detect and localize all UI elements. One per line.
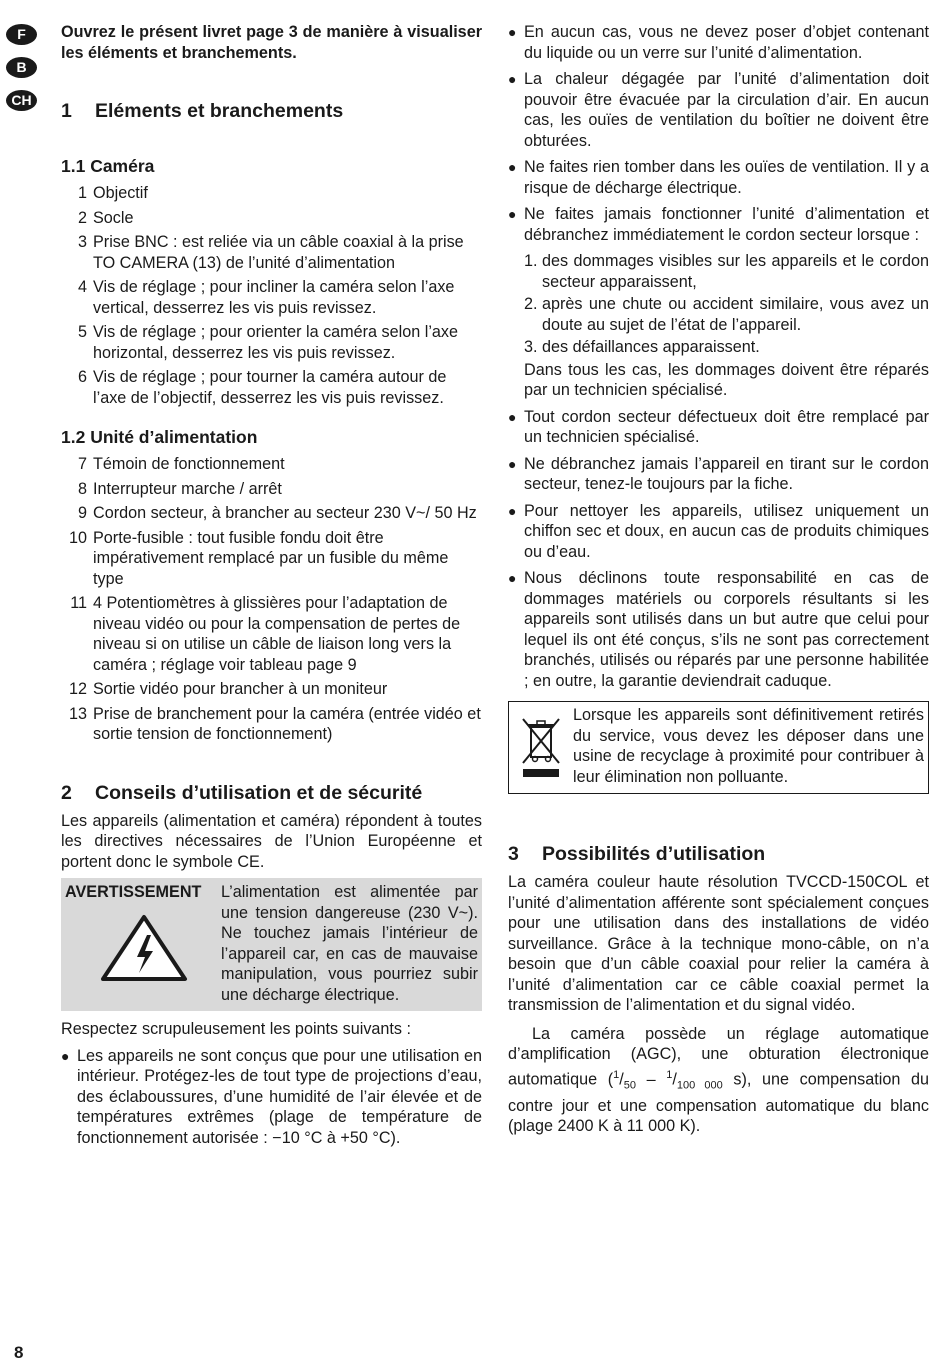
bullet-item [508,407,929,448]
list-item [61,479,482,500]
bullet-icon: ● [508,408,517,425]
fraction-1-denominator: 50 [623,1079,636,1092]
section-1-number: 1 [61,100,72,122]
item-number: 6 [77,368,87,386]
item-number: 8 [77,479,87,498]
section-2-title: Conseils d’utilisation et de sécurité [95,781,423,804]
bullet-icon: ● [508,455,517,472]
sublist-text: après une chute ou accident similaire, vous avez un doute au sujet de l’état de l’appareil. [542,295,929,334]
item-text: Vis de réglage ; pour orienter la caméra selon l’axe horizontal, desserrez les vis puis revissez. [93,323,459,362]
bullet-icon: ● [508,24,517,40]
bullet-item [508,22,929,63]
list-item [61,679,482,700]
section-3-paragraph-1: La caméra couleur haute résolution TVCCD-150COL et l’unité d’alimentation afférente sont spécialement conçues pour une utilisation dans des installations de vidéo surveillance. Grâce à la technique mono-câble, on n’a besoin que d’un câble coaxial pour relier la caméra à l’unité d’alimentation car ce câble coaxial permet la transmission de l’alimentation et du signal vidéo. [508,873,929,1014]
language-badge-ch: CH [6,90,37,111]
list-item [61,232,482,273]
item-text: Sortie vidéo pour brancher à un moniteur [93,680,388,698]
item-number: 9 [77,504,87,522]
item-text: Vis de réglage ; pour tourner la caméra autour de l’axe de l’objectif, desserrez les vis puis revissez. [93,368,447,407]
language-badge-f: F [6,24,37,45]
item-number: 12 [68,680,87,698]
section-1-title: Eléments et branchements [95,100,344,122]
list-item [61,528,482,590]
sublist-number: 2. [524,295,538,313]
bullet-icon: ● [61,1047,70,1064]
right-column [508,22,929,1137]
bullet-text: Ne faites rien tomber dans les ouïes de ventilation. Il y a risque de décharge électrique. [524,158,929,197]
fraction-dash: – [635,1069,667,1088]
item-text: Vis de réglage ; pour incliner la caméra selon l’axe vertical, desserrez les vis puis revissez. [93,278,455,317]
item-text: Prise BNC : est reliée via un câble coaxial à la prise TO CAMERA (13) de l’unité d’alimentation [93,233,464,272]
list-item [61,454,482,475]
sublist-item [524,251,929,292]
bullet-item [508,69,929,151]
recycling-box [508,701,929,794]
fraction-1-numerator: 1 [613,1068,620,1081]
sublist-item [524,294,929,335]
safety-bullets-right [508,22,929,245]
item-text: Porte-fusible : tout fusible fondu doit être impérativement remplacé par un fusible du même type [93,528,449,588]
item-number: 1 [77,184,87,202]
item-number: 10 [68,528,87,547]
list-item [61,183,482,204]
page-number: 8 [14,1343,24,1362]
bullet-item [61,1046,482,1149]
list-item [61,277,482,318]
item-number: 3 [77,233,87,251]
sublist-item [524,337,929,358]
camera-items-list [61,183,482,408]
item-text: Interrupteur marche / arrêt [93,479,282,498]
bullet-icon: ● [508,570,517,586]
list-item [61,322,482,363]
bullet-text: Ne faites jamais fonctionner l’unité d’alimentation et débranchez immédiatement le cordon secteur lorsque : [524,205,929,244]
list-item [61,367,482,408]
bullet-text: Tout cordon secteur défectueux doit être remplacé par un technicien spécialisé. [524,407,929,446]
bullet-icon: ● [508,71,517,87]
section-3-paragraph-2: La caméra possède un réglage automatique d’amplification (AGC), une obturation électronique automatique ($^1/_{50} - ^1/_{100 000}$ s), une compensation du contre jour et une compensation automatique du blanc (plage 2400 K à 11 000 K). [508,1024,930,1136]
intro-text: Ouvrez le présent livret page 3 de manière à visualiser les éléments et branchements. [61,23,482,62]
left-column [61,22,482,1154]
list-item [61,503,482,524]
warning-label: AVERTISSEMENT [65,883,202,901]
bullet-icon: ● [508,159,517,175]
sublist-number: 3. [524,338,538,356]
conditions-sublist [508,251,929,358]
item-number: 2 [77,208,87,227]
safety-bullets-right-2 [508,407,929,692]
bullet-text: En aucun cas, vous ne devez poser d’objet contenant du liquide ou un verre sur l’unité d’alimentation. [524,23,929,62]
item-text: Socle [93,208,134,227]
safety-bullets-left [61,1046,482,1149]
sublist-after-text: Dans tous les cas, les dommages doivent être réparés par un technicien spécialisé. [524,360,929,399]
bullet-text: Ne débranchez jamais l’appareil en tirant sur le cordon secteur, tenez-le toujours par la fiche. [524,454,929,493]
item-text: Témoin de fonctionnement [93,455,285,473]
power-items-list [61,454,482,745]
warning-text: L’alimentation est alimentée par une tension dangereuse (230 V~). Ne touchez jamais l’intérieur de l’appareil car, en cas de mauvaise manipulation, vous pourriez subir une décharge électrique. [221,883,478,1004]
item-text: 4 Potentiomètres à glissières pour l’adaptation de niveau vidéo ou pour la compensation de pertes de niveau si on utilise un câble de liaison long vers la caméra ; réglage voir tableau page 9 [93,594,461,674]
section-2-paragraph: Les appareils (alimentation et caméra) répondent à toutes les directives nécessaires de l’Union Européenne et portent donc le symbole CE. [61,811,482,871]
item-text: Prise de branchement pour la caméra (entrée vidéo et sortie tension de fonctionnement) [93,704,481,743]
bullet-icon: ● [508,206,517,222]
item-number: 7 [77,455,87,473]
section-3-number: 3 [508,843,519,865]
item-number: 5 [77,323,87,341]
section-1-1-heading: 1.1 Caméra [61,156,155,176]
bullet-text: Nous déclinons toute responsabilité en cas de dommages matériels ou corporels résultants si les appareils sont utilisés dans un but autre que celui pour lequel ils ont été conçus, s’ils ne sont pas correctement branchés, utilisés ou réparés par une personne habilitée ; en outre, la garantie deviendrait caduque. [524,569,929,690]
list-item [61,208,482,229]
sublist-number: 1. [524,252,538,270]
p2-part-a: La caméra possède un réglage automatique d’amplification (AGC), une obturation électronique automatique ( [508,1024,929,1088]
sublist-text: des dommages visibles sur les appareils et le cordon secteur apparaissent, [542,252,929,291]
bullet-item [508,157,929,198]
bullet-item [508,454,929,495]
section-2-heading [61,781,482,805]
bullet-item [508,568,929,691]
fraction-2-numerator: 1 [666,1068,673,1081]
sublist-text: des défaillances apparaissent. [542,338,760,356]
section-3-title: Possibilités d’utilisation [542,843,766,865]
section-3-heading [508,842,929,866]
crossed-out-bin-icon [519,713,563,783]
high-voltage-warning-icon [99,913,189,983]
bullet-item [508,501,929,563]
warning-box [61,878,482,1011]
item-number: 11 [70,594,87,612]
bullet-item [508,204,929,245]
bullet-text: Les appareils ne sont conçus que pour une utilisation en intérieur. Protégez-les de tout type de projections d’eau, des éclaboussures, d’une humidité de l’air élevée et de températures extrêmes (plage de température de fonctionnement autorisée : −10 °C à +50 °C). [77,1046,482,1147]
bullet-text: La chaleur dégagée par l’unité d’alimentation doit pouvoir être évacuée par la circulation d’air. En aucun cas, les ouïes de ventilation du boîtier ne doivent être obturées. [524,70,929,150]
item-number: 13 [68,704,87,723]
section-1-heading [61,99,482,123]
list-item [61,704,482,745]
recycling-text: Lorsque les appareils sont définitivement retirés du service, vous devez les déposer dans une usine de recyclage à proximité pour contribuer à leur élimination non polluante. [573,706,924,786]
item-text: Cordon secteur, à brancher au secteur 230 V~/ 50 Hz [93,504,477,522]
list-item [61,593,482,675]
bullet-icon: ● [508,502,517,519]
p2-part-b: s), une compensation du contre jour et une compensation automatique du blanc (plage 2400 K à 11 000 K). [508,1069,930,1136]
bullet-text: Pour nettoyer les appareils, utilisez uniquement un chiffon sec et doux, en aucun cas de produits chimiques ou d’eau. [524,501,929,561]
language-badge-b: B [6,57,37,78]
item-number: 4 [77,278,87,296]
item-text: Objectif [93,184,148,202]
section-1-2-heading: 1.2 Unité d’alimentation [61,427,258,447]
respect-instructions: Respectez scrupuleusement les points suivants : [61,1020,412,1038]
section-2-number: 2 [61,781,72,804]
fraction-2-denominator: 100 000 [676,1079,723,1092]
